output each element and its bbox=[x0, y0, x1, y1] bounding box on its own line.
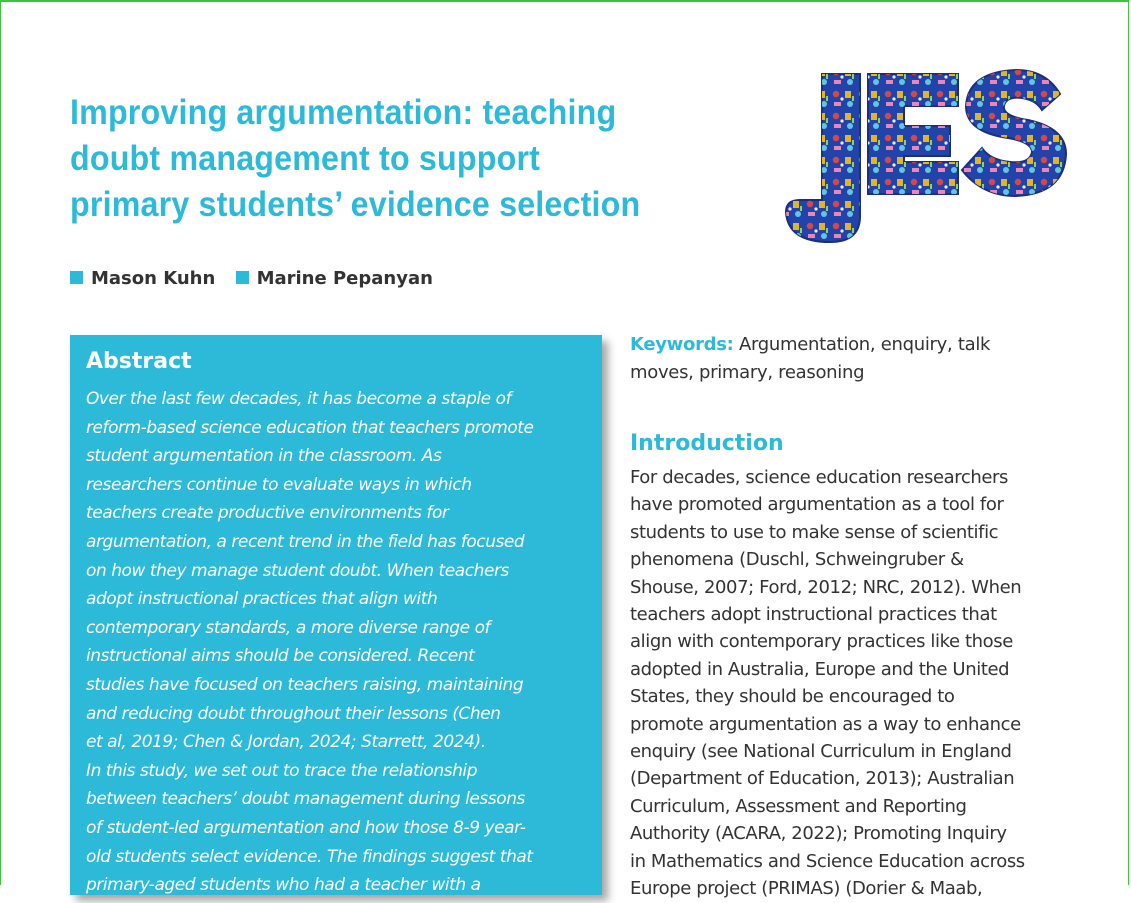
introduction-text: For decades, science education researchers have promoted argumentation as a tool for students to use to make sense of scientific phenomena (Duschl, Schweingruber & Shouse, 2007; Ford, 2012; NRC, 2012). When teachers adopt instructional practices that align with contemporary practices like those adopted in Australia, Europe and the United States, they should be encouraged to promote argumentation as a way to enhance enquiry (see National Curriculum in England (Department of Education, 2013); Australian Curriculum, Assessment and Reporting Authority (ACARA, 2022); Promoting Inquiry in Mathematics and Science Education across Europe project (PRIMAS) (Dorier & Maab, bbox=[630, 467, 1025, 900]
keywords-text: Argumentation, enquiry, talk moves, primary, reasoning bbox=[630, 334, 991, 383]
author-bullet bbox=[70, 271, 83, 284]
abstract-heading: Abstract bbox=[86, 349, 192, 374]
abstract-box bbox=[70, 335, 602, 895]
keywords bbox=[630, 331, 1060, 387]
introduction-heading: Introduction bbox=[630, 431, 784, 456]
author-bullet bbox=[236, 271, 249, 284]
abstract-text: Over the last few decades, it has become a staple of reform-based science education that teachers promote student argumentation in the classroom. As researchers continue to evaluate ways in which teachers create productive environments for argumentation, a recent trend in the field has focused on how they manage student doubt. When teachers adopt instructional practices that align with contemporary standards, a more diverse range of instructional aims should be considered. Recent studies have focused on teachers raising, maintaining and reducing doubt throughout their lessons (Chen et al, 2019; Chen & Jordan, 2024; Starrett, 2024). In this study, we set out to trace the relationship between teachers’ doubt management during lessons of student-led argumentation and how those 8-9 year- old students select evidence. The findings suggest that primary-aged students who had a teacher with a bbox=[86, 389, 534, 896]
article-title: Improving argumentation: teaching doubt management to support primary students’ evidence selection bbox=[70, 93, 641, 224]
journal-logo bbox=[778, 66, 1070, 246]
author-list bbox=[70, 268, 447, 289]
keywords-label: Keywords: bbox=[630, 334, 734, 355]
author-name: Mason Kuhn bbox=[91, 268, 216, 289]
author-name: Marine Pepanyan bbox=[256, 268, 433, 289]
